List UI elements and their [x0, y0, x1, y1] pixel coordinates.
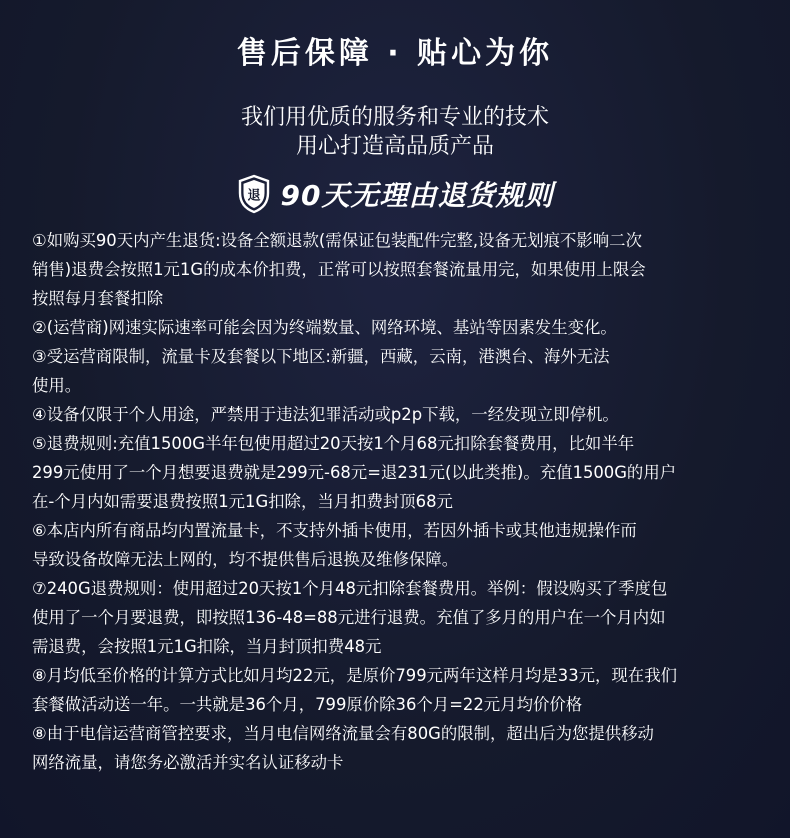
badge-label: 退: [247, 188, 261, 204]
page-title: 售后保障 · 贴心为你: [236, 36, 554, 71]
rule-line: ⑧月均低至价格的计算方式比如月均22元，是原价799元两年这样月均是33元，现在我们: [32, 666, 677, 685]
section-heading: [0, 172, 790, 216]
rule-line: 销售)退费会按照1元1G的成本价扣费，正常可以按照套餐流量用完，如果使用上限会: [32, 260, 646, 279]
rule-line: 套餐做活动送一年。一共就是36个月，799原价除36个月=22元月均价价格: [32, 695, 583, 714]
subtitle-line-2: 用心打造高品质产品: [295, 134, 494, 159]
rule-line: 按照每月套餐扣除: [32, 289, 164, 308]
rule-line: ⑧由于电信运营商管控要求，当月电信网络流量会有80G的限制，超出后为您提供移动: [32, 724, 654, 743]
rule-line: 需退费，会按照1元1G扣除，当月封顶扣费48元: [32, 637, 382, 656]
rule-line: ⑥本店内所有商品均内置流量卡，不支持外插卡使用，若因外插卡或其他违规操作而: [32, 521, 637, 540]
rule-line: ③受运营商限制，流量卡及套餐以下地区:新疆，西藏，云南，港澳台、海外无法: [32, 347, 610, 366]
subtitle-line-1: 我们用优质的服务和专业的技术: [240, 105, 549, 130]
rule-line: 使用。: [32, 376, 82, 395]
rule-line: 在-个月内如需要退费按照1元1G扣除，当月扣费封顶68元: [32, 492, 453, 511]
rule-line: ⑦240G退费规则：使用超过20天按1个月48元扣除套餐费用。举例：假设购买了季度包: [32, 579, 668, 598]
return-shield-icon: [237, 174, 271, 214]
rule-line: ④设备仅限于个人用途，严禁用于违法犯罪活动或p2p下载，一经发现立即停机。: [32, 405, 619, 424]
rules-list: [32, 226, 767, 777]
rule-line: 299元使用了一个月想要退费就是299元-68元=退231元(以此类推)。充值1500G的用户: [32, 463, 677, 482]
rule-line: 网络流量，请您务必激活并实名认证移动卡: [32, 753, 344, 772]
rule-line: 导致设备故障无法上网的，均不提供售后退换及维修保障。: [32, 550, 459, 569]
section-heading-text: 90天无理由退货规则: [280, 179, 554, 212]
rule-line: ②(运营商)网速实际速率可能会因为终端数量、网络环境、基站等因素发生变化。: [32, 318, 617, 337]
rule-line: ⑤退费规则:充值1500G半年包使用超过20天按1个月68元扣除套餐费用，比如半年: [32, 434, 635, 453]
rule-line: ①如购买90天内产生退货:设备全额退款(需保证包装配件完整,设备无划痕不影响二次: [32, 231, 642, 250]
rule-line: 使用了一个月要退费，即按照136-48=88元进行退费。充值了多月的用户在一个月内如: [32, 608, 666, 627]
